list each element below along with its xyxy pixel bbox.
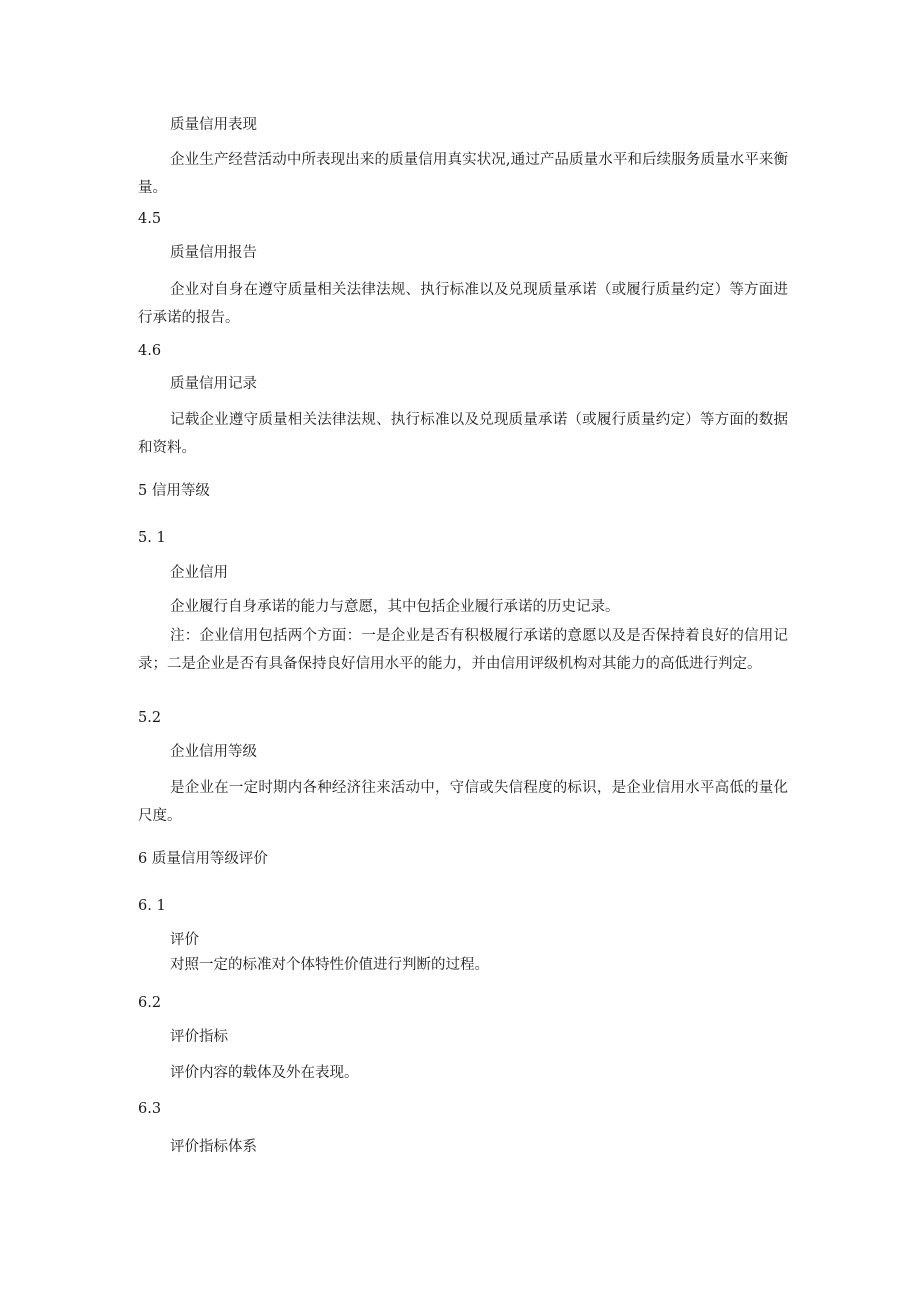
clause-number-5-2: 5.2 (138, 710, 162, 726)
term-evaluation-index: 评价指标 (170, 1029, 228, 1045)
clause-number-6-1: 6. 1 (138, 898, 166, 914)
term-evaluation: 评价 (170, 932, 199, 948)
clause-number-4-5: 4.5 (138, 211, 162, 227)
clause-number-4-6: 4.6 (138, 343, 162, 359)
term-quality-credit-performance: 质量信用表现 (170, 117, 257, 133)
chapter-heading-6: 6 质量信用等级评价 (138, 851, 268, 867)
definition-enterprise-credit-rating: 是企业在一定时期内各种经济往来活动中，守信或失信程度的标识，是企业信用水平高低的量化尺度。 (138, 780, 788, 824)
clause-number-6-3: 6.3 (138, 1101, 162, 1117)
definition-quality-credit-report: 企业对自身在遵守质量相关法律法规、执行标准以及兑现质量承诺（或履行质量约定）等方面进行承诺的报告。 (138, 282, 788, 326)
definition-quality-credit-performance: 企业生产经营活动中所表现出来的质量信用真实状况,通过产品质量水平和后续服务质量水平来衡量。 (138, 152, 788, 196)
definition-evaluation-index: 评价内容的载体及外在表现。 (170, 1065, 359, 1081)
term-enterprise-credit-rating: 企业信用等级 (170, 744, 257, 760)
term-quality-credit-report: 质量信用报告 (170, 245, 257, 261)
definition-quality-credit-record: 记载企业遵守质量相关法律法规、执行标准以及兑现质量承诺（或履行质量约定）等方面的数据和资料。 (138, 412, 788, 456)
clause-number-6-2: 6.2 (138, 995, 162, 1011)
note-enterprise-credit: 注：企业信用包括两个方面：一是企业是否有积极履行承诺的意愿以及是否保持着良好的信用记录；二是企业是否有具备保持良好信用水平的能力，并由信用评级机构对其能力的高低进行判定。 (138, 628, 788, 672)
term-quality-credit-record: 质量信用记录 (170, 376, 257, 392)
term-enterprise-credit: 企业信用 (170, 565, 228, 581)
chapter-heading-5: 5 信用等级 (138, 483, 210, 499)
definition-evaluation: 对照一定的标准对个体特性价值进行判断的过程。 (170, 957, 489, 973)
definition-enterprise-credit: 企业履行自身承诺的能力与意愿，其中包括企业履行承诺的历史记录。 (170, 599, 620, 615)
term-evaluation-index-system: 评价指标体系 (170, 1139, 257, 1155)
clause-number-5-1: 5. 1 (138, 530, 166, 546)
